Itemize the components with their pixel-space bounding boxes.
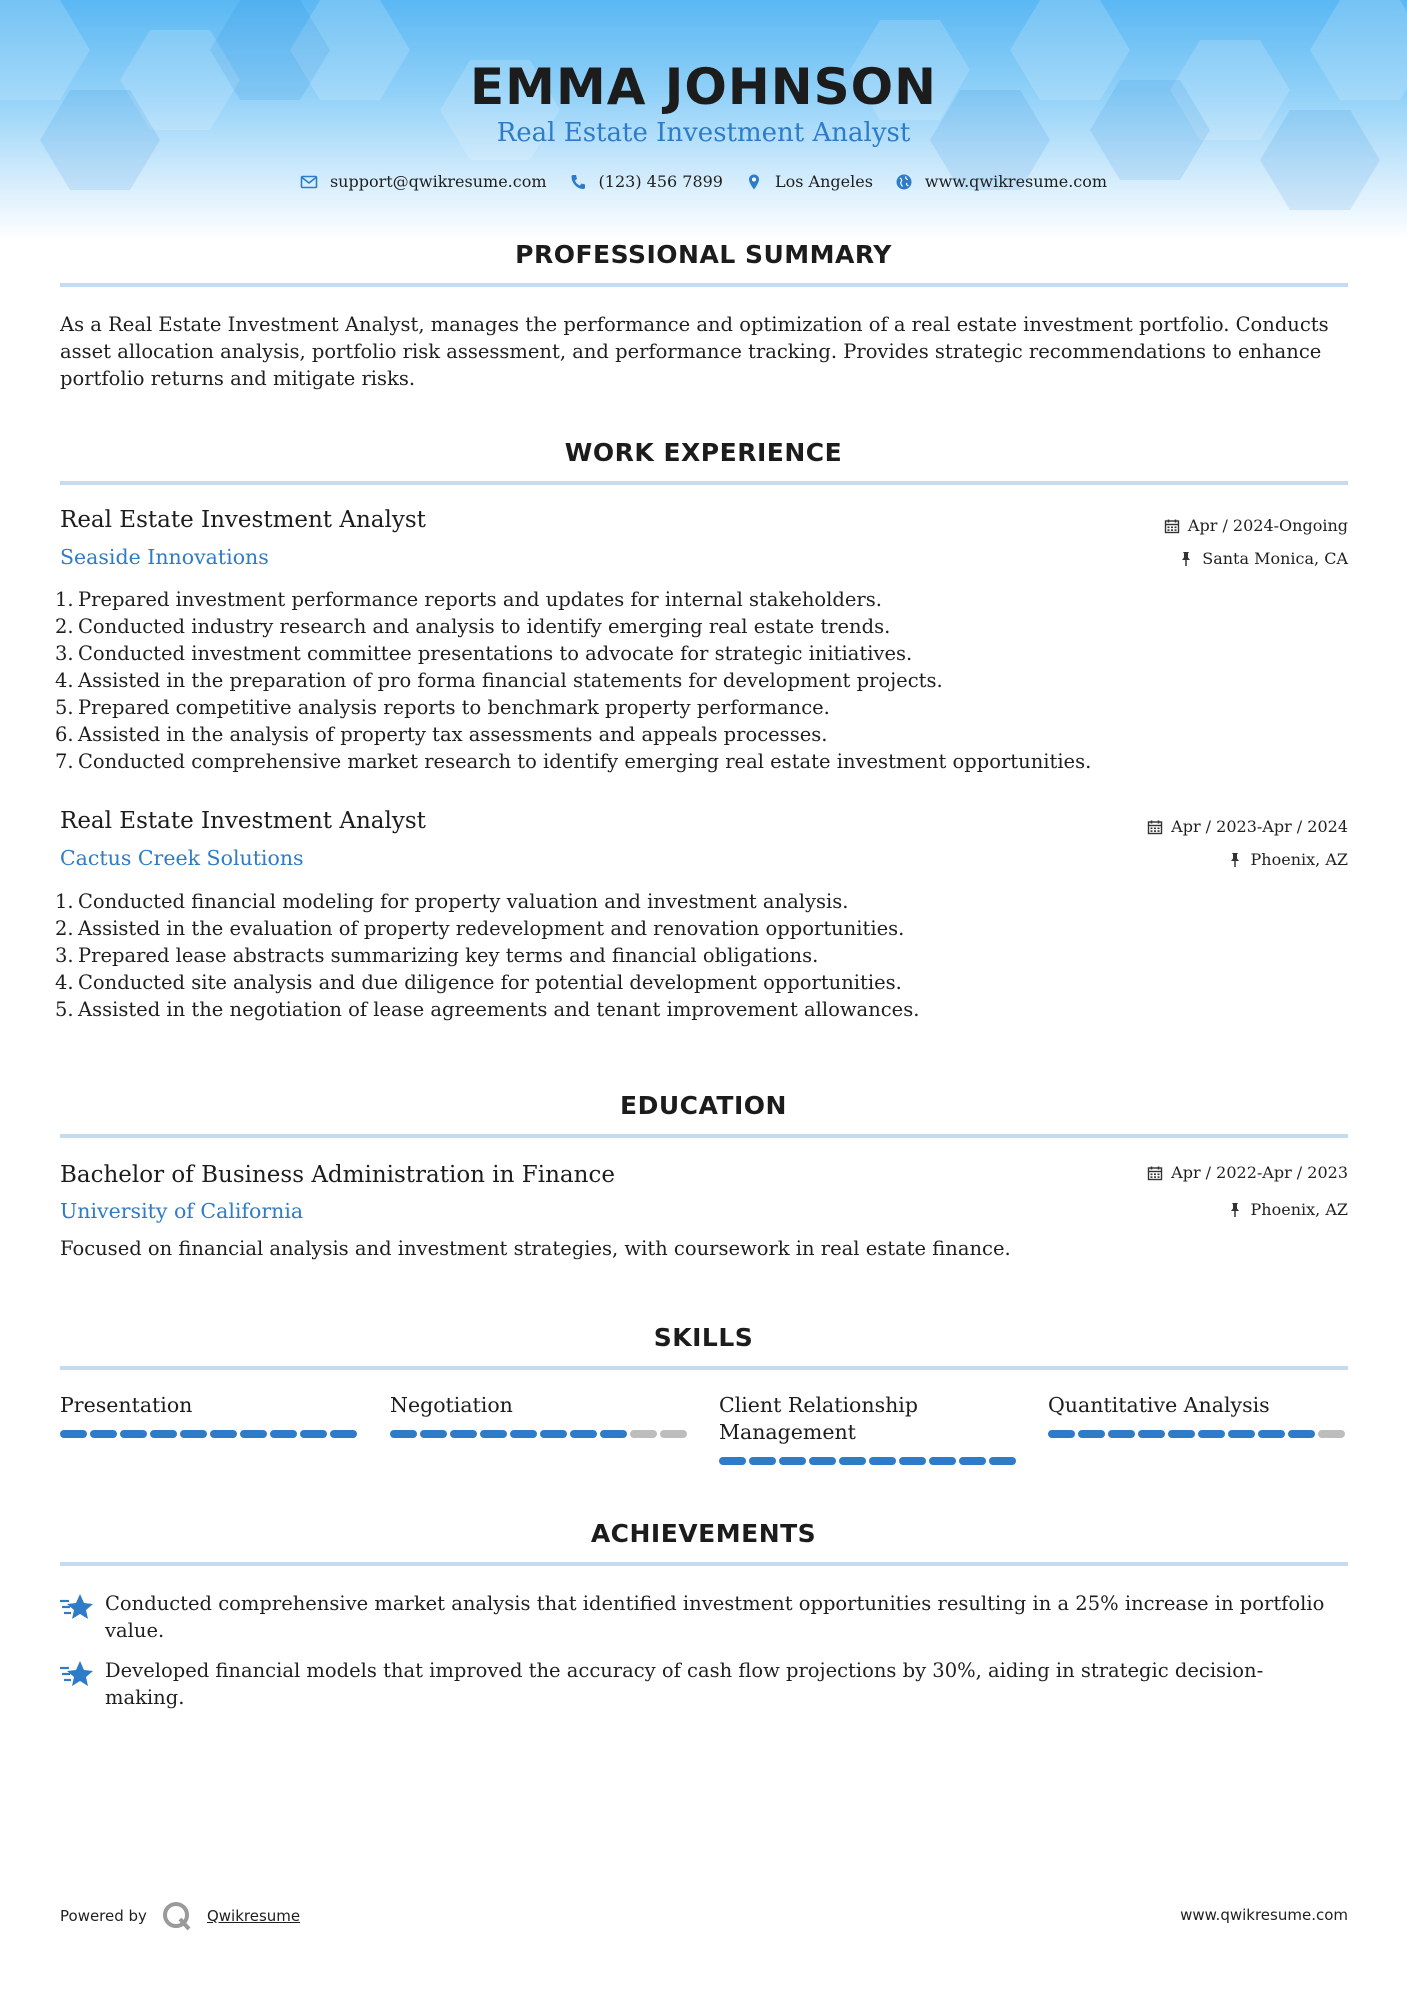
- candidate-name: EMMA JOHNSON: [470, 58, 937, 116]
- skill-rating-bar: [390, 1430, 690, 1438]
- list-item: 5. Prepared competitive analysis reports to benchmark property performance.: [55, 696, 830, 719]
- skill-segment-filled: [210, 1430, 237, 1438]
- skill-segment-filled: [1108, 1430, 1135, 1438]
- phone-icon: [569, 173, 587, 191]
- skill-segment-filled: [809, 1457, 836, 1465]
- list-item: 4. Assisted in the preparation of pro forma financial statements for development projects.: [55, 669, 943, 692]
- list-item: 1. Prepared investment performance reports and updates for internal stakeholders.: [55, 588, 882, 611]
- skills-divider: [60, 1366, 1348, 1370]
- achievement-item-1: [60, 1590, 1350, 1644]
- list-item: 1. Conducted financial modeling for property valuation and investment analysis.: [55, 890, 849, 913]
- skill-segment-filled: [240, 1430, 267, 1438]
- education-dates: [1147, 1163, 1348, 1182]
- skill-segment-filled: [1048, 1430, 1075, 1438]
- education-school: University of California: [60, 1199, 304, 1223]
- contact-location: [745, 172, 873, 191]
- list-item: 2. Assisted in the evaluation of property redevelopment and renovation opportunities.: [55, 917, 905, 940]
- contact-email-text: support@qwikresume.com: [329, 172, 547, 191]
- summary-heading: PROFESSIONAL SUMMARY: [515, 240, 892, 269]
- skill-segment-filled: [839, 1457, 866, 1465]
- achievement-text: Developed financial models that improved the accuracy of cash flow projections by 30%, aiding in strategic decision-making.: [105, 1659, 1264, 1709]
- summary-divider: [60, 283, 1348, 287]
- list-item: 6. Assisted in the analysis of property tax assessments and appeals processes.: [55, 723, 828, 746]
- skill-presentation: [60, 1392, 360, 1438]
- skill-segment-filled: [1258, 1430, 1285, 1438]
- skill-name: Presentation: [60, 1393, 193, 1417]
- pushpin-icon: [1227, 852, 1243, 868]
- skill-segment-filled: [270, 1430, 297, 1438]
- job-company-2: Cactus Creek Solutions: [60, 846, 304, 870]
- skills-heading: SKILLS: [653, 1323, 754, 1352]
- education-description: Focused on financial analysis and investment strategies, with coursework in real estate finance.: [60, 1237, 1011, 1260]
- skill-quantitative-analysis: [1048, 1392, 1348, 1438]
- skill-negotiation: [390, 1392, 690, 1438]
- contact-phone-text: (123) 456 7899: [598, 172, 723, 191]
- skill-segment-filled: [510, 1430, 537, 1438]
- summary-text: As a Real Estate Investment Analyst, manages the performance and optimization of a real estate investment portfolio. Conducts asset allocation analysis, portfolio risk assessment, and performance tracking. Provides strategic recommendations to enhance portfolio returns and mitigate risks.: [60, 313, 1329, 390]
- skill-segment-filled: [1168, 1430, 1195, 1438]
- education-location-text: Phoenix, AZ: [1250, 1200, 1348, 1219]
- skill-rating-bar: [60, 1430, 360, 1438]
- skill-segment-empty: [630, 1430, 657, 1438]
- skill-name: Client Relationship Management: [719, 1393, 918, 1444]
- qwikresume-link[interactable]: Qwikresume: [206, 1907, 301, 1925]
- star-icon: [60, 1659, 94, 1689]
- contact-bar: [0, 172, 1407, 191]
- skill-rating-bar: [719, 1457, 1019, 1465]
- skill-name: Quantitative Analysis: [1048, 1393, 1270, 1417]
- job-dates-2: [1147, 817, 1348, 836]
- skill-segment-filled: [719, 1457, 746, 1465]
- skill-client-relationship-management: [719, 1392, 1019, 1465]
- education-divider: [60, 1134, 1348, 1138]
- map-pin-icon: [745, 173, 763, 191]
- skill-segment-filled: [330, 1430, 357, 1438]
- skill-segment-filled: [300, 1430, 327, 1438]
- calendar-icon: [1164, 518, 1180, 534]
- job-bullets-2: [55, 888, 1345, 1023]
- job-dates-text-1: Apr / 2024-Ongoing: [1187, 516, 1348, 535]
- list-item: 4. Conducted site analysis and due diligence for potential development opportunities.: [55, 971, 902, 994]
- job-bullets-1: [55, 586, 1345, 775]
- skill-segment-filled: [959, 1457, 986, 1465]
- list-item: 3. Prepared lease abstracts summarizing key terms and financial obligations.: [55, 944, 819, 967]
- skill-segment-filled: [600, 1430, 627, 1438]
- education-dates-text: Apr / 2022-Apr / 2023: [1171, 1163, 1348, 1182]
- skill-name: Negotiation: [390, 1393, 513, 1417]
- list-item: 3. Conducted investment committee presentations to advocate for strategic initiatives.: [55, 642, 913, 665]
- contact-website[interactable]: [895, 172, 1107, 191]
- list-item: 5. Assisted in the negotiation of lease agreements and tenant improvement allowances.: [55, 998, 920, 1021]
- list-item: 7. Conducted comprehensive market research to identify emerging real estate investment opportunities.: [55, 750, 1092, 773]
- star-icon: [60, 1592, 94, 1622]
- achievement-item-2: [60, 1657, 1350, 1711]
- footer-website-link[interactable]: www.qwikresume.com: [1180, 1906, 1348, 1924]
- skill-rating-bar: [1048, 1430, 1348, 1438]
- experience-heading: WORK EXPERIENCE: [564, 438, 843, 467]
- job-location-2: [1227, 850, 1348, 869]
- contact-email[interactable]: [300, 172, 547, 191]
- footer-powered-by: [60, 1900, 300, 1932]
- job-company-1: Seaside Innovations: [60, 545, 269, 569]
- experience-divider: [60, 481, 1348, 485]
- skill-segment-filled: [989, 1457, 1016, 1465]
- skill-segment-filled: [570, 1430, 597, 1438]
- skill-segment-filled: [929, 1457, 956, 1465]
- pushpin-icon: [1178, 551, 1194, 567]
- contact-location-text: Los Angeles: [774, 172, 873, 191]
- achievements-divider: [60, 1562, 1348, 1566]
- education-location: [1227, 1200, 1348, 1219]
- contact-phone[interactable]: [569, 172, 723, 191]
- contact-website-text: www.qwikresume.com: [924, 172, 1108, 191]
- skill-segment-filled: [749, 1457, 776, 1465]
- job-location-text-1: Santa Monica, CA: [1202, 549, 1348, 568]
- pushpin-icon: [1227, 1202, 1243, 1218]
- skill-segment-empty: [660, 1430, 687, 1438]
- skill-segment-filled: [540, 1430, 567, 1438]
- skill-segment-filled: [390, 1430, 417, 1438]
- qwikresume-logo-icon: [161, 1900, 193, 1932]
- skill-segment-filled: [420, 1430, 447, 1438]
- skill-segment-filled: [869, 1457, 896, 1465]
- calendar-icon: [1147, 1165, 1163, 1181]
- skill-segment-filled: [899, 1457, 926, 1465]
- skill-segment-filled: [60, 1430, 87, 1438]
- powered-by-label: Powered by: [60, 1907, 147, 1925]
- skill-segment-filled: [1228, 1430, 1255, 1438]
- skill-segment-filled: [90, 1430, 117, 1438]
- skill-segment-empty: [1318, 1430, 1345, 1438]
- skill-segment-filled: [480, 1430, 507, 1438]
- skill-segment-filled: [779, 1457, 806, 1465]
- job-location-text-2: Phoenix, AZ: [1250, 850, 1348, 869]
- job-title-1: Real Estate Investment Analyst: [60, 507, 426, 533]
- job-title-2: Real Estate Investment Analyst: [60, 808, 426, 834]
- skill-segment-filled: [450, 1430, 477, 1438]
- skill-segment-filled: [1138, 1430, 1165, 1438]
- skill-segment-filled: [1288, 1430, 1315, 1438]
- envelope-icon: [300, 173, 318, 191]
- job-dates-text-2: Apr / 2023-Apr / 2024: [1171, 817, 1348, 836]
- achievements-heading: ACHIEVEMENTS: [590, 1519, 817, 1548]
- skill-segment-filled: [120, 1430, 147, 1438]
- skill-segment-filled: [150, 1430, 177, 1438]
- skill-segment-filled: [180, 1430, 207, 1438]
- job-location-1: [1178, 549, 1348, 568]
- skill-segment-filled: [1078, 1430, 1105, 1438]
- education-heading: EDUCATION: [620, 1091, 787, 1120]
- achievement-text: Conducted comprehensive market analysis that identified investment opportunities resulting in a 25% increase in portfolio value.: [105, 1592, 1325, 1642]
- candidate-title: Real Estate Investment Analyst: [496, 118, 911, 148]
- education-degree: Bachelor of Business Administration in Finance: [60, 1162, 615, 1188]
- list-item: 2. Conducted industry research and analysis to identify emerging real estate trends.: [55, 615, 891, 638]
- globe-icon: [895, 173, 913, 191]
- calendar-icon: [1147, 819, 1163, 835]
- job-dates-1: [1164, 516, 1348, 535]
- skill-segment-filled: [1198, 1430, 1225, 1438]
